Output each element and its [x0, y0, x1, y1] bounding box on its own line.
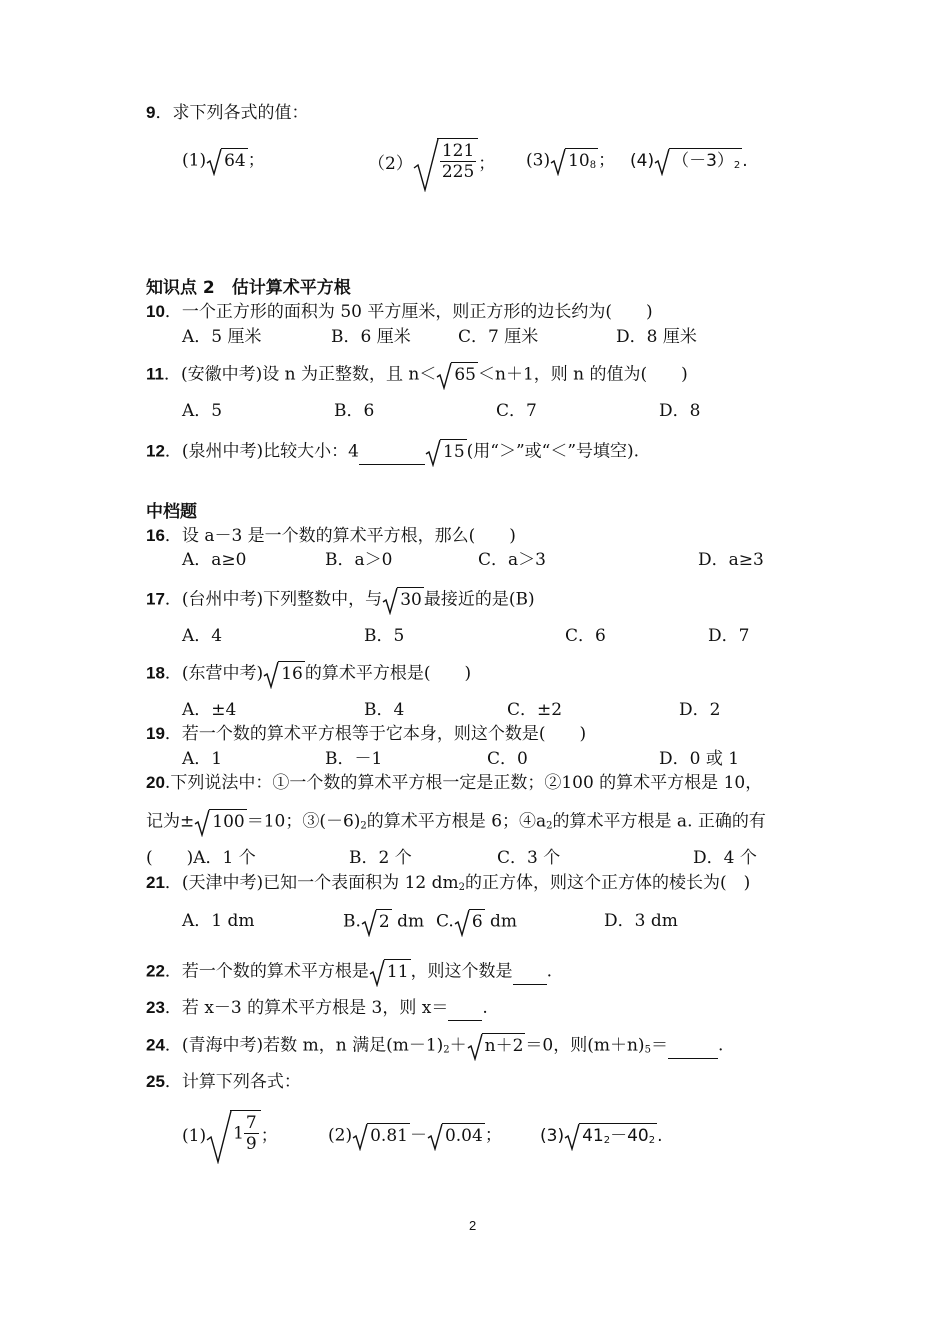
- question-11: [146, 362, 688, 388]
- question-text: ．(安徽中考)设 n 为正整数，且 n＜: [163, 364, 437, 385]
- option: [343, 909, 424, 935]
- question-text: ．(青海中考)若数 m，n 满足(m－1): [164, 1035, 444, 1056]
- part-label: (2): [328, 1125, 353, 1146]
- question-text: .下列说法中：①一个数的算术平方根一定是正数；②100 的算术平方根是 10，: [164, 773, 763, 793]
- question-text: ．若一个数的算术平方根等于它本身，则这个数是( ): [164, 724, 587, 744]
- question-23: [146, 996, 488, 1021]
- punct: .: [717, 1035, 724, 1056]
- question-text: 的算术平方根是( ): [304, 663, 472, 684]
- option: A．1: [182, 749, 223, 769]
- question-21: [146, 871, 750, 900]
- option: D．a≥3: [698, 550, 764, 570]
- question-text: ＝0，则(m＋n): [525, 1035, 645, 1056]
- question-number: 23: [146, 998, 165, 1017]
- answer-blank[interactable]: [513, 960, 547, 985]
- option: B．2 个: [349, 848, 412, 868]
- sqrt-symbol: [550, 148, 598, 174]
- question-number: 11: [146, 364, 164, 384]
- question-text: 的算术平方根是 a. 正确的有: [552, 811, 766, 832]
- sqrt-symbol: [427, 1123, 485, 1149]
- question-text: 记为±: [146, 811, 195, 832]
- q25-part3: [540, 1123, 663, 1149]
- question-17: [146, 587, 535, 613]
- option: A．±4: [182, 700, 237, 720]
- radicand: 16: [278, 661, 305, 685]
- exponent: 2: [546, 820, 553, 832]
- question-12: [146, 439, 639, 465]
- radicand: 65: [451, 362, 478, 386]
- question-text: ．(泉州中考)比较大小：4: [164, 441, 360, 462]
- question-text: ．计算下列各式：: [164, 1072, 301, 1092]
- punct: .: [742, 151, 748, 171]
- punct: .: [482, 998, 488, 1018]
- option-label: B.: [343, 911, 361, 932]
- option: D．3 dm: [604, 911, 678, 931]
- question-number: 18: [146, 663, 165, 683]
- option-label: C.: [436, 911, 454, 932]
- option: A．1 dm: [182, 911, 255, 931]
- numerator: 7: [245, 1113, 257, 1133]
- section-heading: 中档题: [146, 502, 197, 522]
- option: D．2: [679, 700, 721, 720]
- question-18: [146, 661, 471, 687]
- question-text: 的算术平方根是 6；④a: [366, 811, 547, 832]
- sqrt-symbol: [206, 1110, 261, 1162]
- sqrt-symbol: [382, 587, 424, 613]
- part-label: (1): [182, 150, 207, 171]
- answer-blank[interactable]: [668, 1034, 718, 1059]
- radicand: 41: [582, 1126, 604, 1146]
- radicand: －40: [610, 1126, 649, 1146]
- answer-blank[interactable]: [448, 996, 482, 1021]
- exponent: 2: [360, 820, 367, 832]
- option: [436, 909, 517, 935]
- question-19: [146, 722, 586, 746]
- option: A．5: [182, 401, 223, 421]
- option: ( )A．1 个: [146, 848, 256, 868]
- sqrt-symbol: [206, 148, 248, 174]
- question-number: 9: [146, 103, 156, 122]
- question-16: [146, 524, 516, 548]
- question-24: [146, 1033, 723, 1063]
- sqrt-symbol: [263, 661, 305, 687]
- option: B．6 厘米: [331, 327, 411, 347]
- question-text: 最接近的是(B): [423, 589, 535, 610]
- option: C．6: [565, 626, 606, 646]
- question-text: ＜n＋1，则 n 的值为( ): [478, 364, 688, 385]
- question-number: 24: [146, 1035, 165, 1055]
- question-number: 10: [146, 302, 165, 321]
- exponent: 2: [648, 1135, 656, 1146]
- punct: ；: [598, 150, 616, 171]
- question-text: ．(东营中考): [164, 663, 264, 684]
- operator: ＝: [650, 1035, 668, 1056]
- option: C．a＞3: [478, 550, 546, 570]
- exponent: 2: [603, 1135, 611, 1146]
- option: A．4: [182, 626, 223, 646]
- radicand: 2: [376, 909, 392, 933]
- radicand: 64: [221, 148, 248, 172]
- question-number: 17: [146, 589, 165, 609]
- punct: ；: [260, 1126, 278, 1146]
- page-number: 2: [469, 1218, 477, 1233]
- punct: ；: [478, 154, 496, 174]
- question-text: ＝10；③(－6): [246, 811, 361, 832]
- option: B．－1: [325, 749, 383, 769]
- exponent: 8: [589, 160, 597, 171]
- exponent: 2: [458, 882, 466, 893]
- option: C．3 个: [497, 848, 561, 868]
- radicand: n＋2: [482, 1033, 526, 1057]
- option: C．7 厘米: [458, 327, 539, 347]
- exponent: 2: [733, 160, 741, 171]
- q9-part4: [630, 148, 748, 174]
- part-label: (1): [182, 1126, 207, 1146]
- radicand: （－3）: [672, 151, 734, 171]
- sqrt-symbol: [654, 148, 742, 174]
- option: D．8: [659, 401, 701, 421]
- punct: .: [657, 1126, 663, 1146]
- option: B．4: [364, 700, 405, 720]
- option: C．7: [496, 401, 537, 421]
- radicand: 15: [440, 439, 467, 463]
- numerator: 121: [441, 141, 475, 161]
- denominator: 9: [245, 1134, 257, 1154]
- unit: dm: [391, 911, 425, 932]
- question-text: ，则这个数是: [410, 961, 513, 982]
- whole-part: 1: [233, 1123, 244, 1144]
- radicand: 100: [209, 809, 246, 833]
- sqrt-symbol: [436, 362, 478, 388]
- question-text: ．一个正方形的面积为 50 平方厘米，则正方形的边长约为( ): [164, 302, 653, 322]
- option: B．5: [364, 626, 405, 646]
- punct: ；: [247, 150, 265, 171]
- radicand: 0.81: [367, 1123, 410, 1147]
- option: A．a≥0: [182, 550, 247, 570]
- question-text: ．设 a－3 是一个数的算术平方根，那么( ): [164, 526, 516, 546]
- question-number: 12: [146, 441, 165, 461]
- option: D．0 或 1: [659, 749, 740, 769]
- question-number: 19: [146, 724, 165, 743]
- sqrt-symbol: [564, 1123, 657, 1149]
- q9-part2: [368, 138, 495, 190]
- sqrt-symbol: [454, 909, 485, 935]
- question-text: ．求下列各式的值：: [155, 103, 309, 123]
- sqrt-symbol: [194, 809, 246, 835]
- question-number: 20: [146, 773, 165, 792]
- punct: ；: [484, 1125, 502, 1146]
- q25-part2: [328, 1123, 502, 1149]
- punct: .: [546, 961, 552, 982]
- q9-part3: [526, 148, 615, 174]
- option: D．7: [708, 626, 750, 646]
- exponent: 2: [443, 1044, 450, 1056]
- question-22: [146, 959, 552, 985]
- answer-blank[interactable]: [359, 440, 425, 465]
- question-25: [146, 1070, 301, 1094]
- denominator: 225: [441, 162, 475, 182]
- section-heading: 知识点 2 估计算术平方根: [146, 278, 351, 298]
- part-label: (3): [526, 150, 551, 171]
- question-20: [146, 771, 762, 795]
- radicand: 10: [568, 151, 590, 171]
- question-number: 22: [146, 961, 165, 981]
- option: D．8 厘米: [616, 327, 697, 347]
- q20-line2: [146, 809, 766, 839]
- operator: －: [409, 1125, 427, 1146]
- radicand: 30: [397, 587, 424, 611]
- q25-part1: [182, 1110, 278, 1162]
- radicand: 11: [384, 959, 411, 983]
- unit: dm: [484, 911, 518, 932]
- sqrt-symbol: [369, 959, 411, 985]
- question-text: ．(天津中考)已知一个表面积为 12 dm: [164, 873, 459, 893]
- option: D．4 个: [693, 848, 757, 868]
- radicand: 0.04: [442, 1123, 485, 1147]
- part-label: (4): [630, 151, 655, 171]
- option: A．5 厘米: [182, 327, 262, 347]
- q9-part1: [182, 148, 265, 174]
- question-text: (用“＞”或“＜”号填空).: [466, 441, 640, 462]
- option: B．a＞0: [325, 550, 393, 570]
- sqrt-symbol: [425, 439, 467, 465]
- question-number: 16: [146, 526, 165, 545]
- question-number: 21: [146, 873, 165, 892]
- question-text: ．若 x－3 的算术平方根是 3，则 x＝: [164, 998, 449, 1018]
- question-text: ．若一个数的算术平方根是: [164, 961, 369, 982]
- question-9: [146, 101, 308, 125]
- option: B．6: [334, 401, 375, 421]
- option: C．0: [487, 749, 528, 769]
- sqrt-symbol: [413, 138, 478, 190]
- question-text: ．(台州中考)下列整数中，与: [164, 589, 383, 610]
- sqrt-symbol: [352, 1123, 410, 1149]
- question-number: 25: [146, 1072, 165, 1091]
- question-10: [146, 300, 653, 324]
- question-text: 的正方体，则这个正方体的棱长为( ): [465, 873, 751, 893]
- operator: ＋: [449, 1035, 467, 1056]
- sqrt-symbol: [361, 909, 392, 935]
- option: C．±2: [507, 700, 563, 720]
- exponent: 5: [644, 1044, 651, 1056]
- radicand: 6: [469, 909, 485, 933]
- part-label: (3): [540, 1126, 565, 1146]
- sqrt-symbol: [467, 1033, 526, 1059]
- part-label: （2）: [368, 154, 413, 174]
